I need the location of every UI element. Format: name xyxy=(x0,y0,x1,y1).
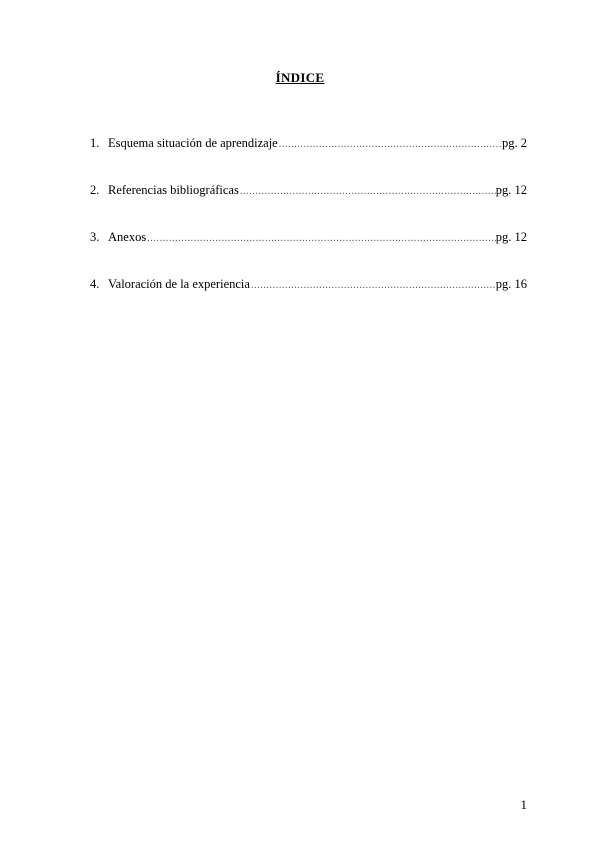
dot-leader xyxy=(239,186,496,197)
toc-entry xyxy=(90,277,527,324)
toc-entry-page: pg. 2 xyxy=(502,136,527,150)
toc-entry-number: 3. xyxy=(90,230,100,244)
toc-entry-page: pg. 16 xyxy=(495,277,527,291)
toc-entry-title: Referencias bibliográficas xyxy=(108,183,239,197)
toc-entry-title: Valoración de la experiencia xyxy=(108,277,250,291)
page-number: 1 xyxy=(520,797,527,812)
dot-leader xyxy=(278,139,502,150)
toc-entry-title: Anexos xyxy=(108,230,147,244)
toc-entry-number: 1. xyxy=(90,136,100,150)
toc-entry xyxy=(90,183,527,230)
toc-entry-page: pg. 12 xyxy=(495,183,527,197)
toc-entry-number: 4. xyxy=(90,277,100,291)
dot-leader xyxy=(250,280,496,291)
table-of-contents xyxy=(90,136,527,324)
dot-leader xyxy=(146,233,496,244)
toc-entry xyxy=(90,136,527,183)
toc-entry-page: pg. 12 xyxy=(495,230,527,244)
toc-entry-title: Esquema situación de aprendizaje xyxy=(108,136,278,150)
toc-entry-number: 2. xyxy=(90,183,100,197)
toc-entry xyxy=(90,230,527,277)
page-title: ÍNDICE xyxy=(275,70,325,85)
